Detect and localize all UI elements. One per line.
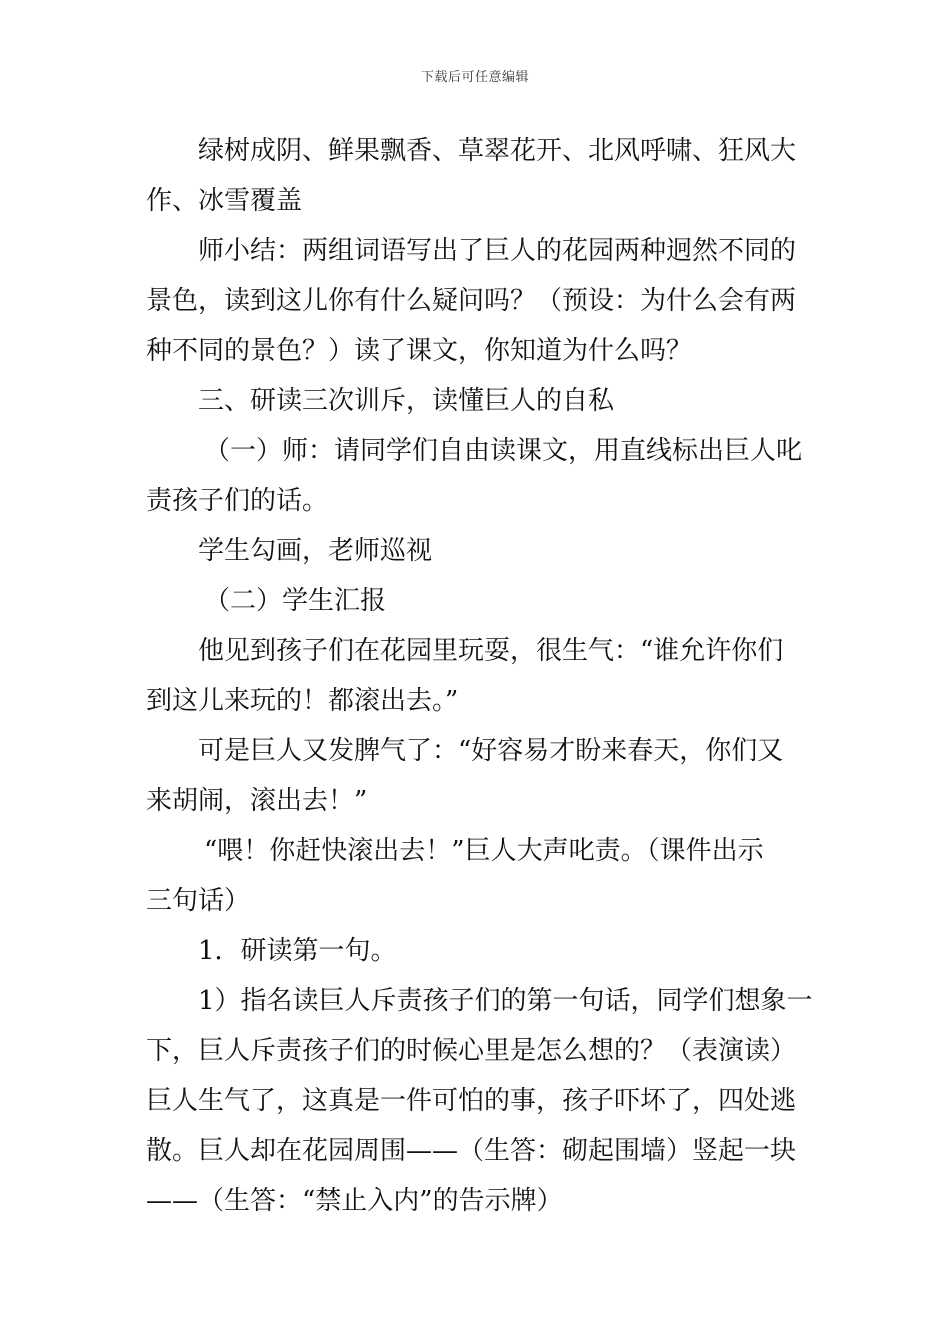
- paragraph-line: 种不同的景色？）读了课文，你知道为什么吗？: [146, 336, 693, 366]
- paragraph-line: （二）学生汇报: [204, 586, 387, 616]
- paragraph-line: 学生勾画，老师巡视: [198, 536, 433, 566]
- paragraph-line: “喂！你赶快滚出去！”巨人大声叱责。（课件出示: [204, 836, 764, 866]
- paragraph-line: 下，巨人斥责孩子们的时候心里是怎么想的？（表演读）: [146, 1036, 797, 1066]
- paragraph-line: 到这儿来玩的！都滚出去。”: [146, 686, 459, 716]
- paragraph-line: 来胡闹，滚出去！”: [146, 786, 368, 816]
- paragraph-line: 三句话）: [146, 886, 251, 916]
- paragraph-line: 作、冰雪覆盖: [146, 186, 303, 216]
- paragraph-line: 师小结：两组词语写出了巨人的花园两种迥然不同的: [198, 236, 797, 266]
- paragraph-line: （一）师：请同学们自由读课文，用直线标出巨人叱: [204, 436, 803, 466]
- paragraph-line: ——（生答：“禁止入内”的告示牌）: [146, 1186, 563, 1216]
- section-heading: 三、研读三次训斥，读懂巨人的自私: [198, 386, 615, 416]
- page-header-watermark: 下载后可任意编辑: [420, 70, 529, 85]
- paragraph-line: 他见到孩子们在花园里玩耍，很生气：“谁允许你们: [198, 636, 784, 666]
- paragraph-line: 景色，读到这儿你有什么疑问吗？（预设：为什么会有两: [146, 286, 797, 316]
- paragraph-line: 1）指名读巨人斥责孩子们的第一句话，同学们想象一: [198, 986, 813, 1016]
- paragraph-line: 散。巨人却在花园周围——（生答：砌起围墙）竖起一块: [146, 1136, 797, 1166]
- document-body: [146, 126, 813, 1226]
- paragraph-line: 1．研读第一句。: [198, 936, 397, 966]
- paragraph-line: 巨人生气了，这真是一件可怕的事，孩子吓坏了，四处逃: [146, 1086, 797, 1116]
- paragraph-line: 可是巨人又发脾气了：“好容易才盼来春天，你们又: [198, 736, 784, 766]
- paragraph-line: 绿树成阴、鲜果飘香、草翠花开、北风呼啸、狂风大: [198, 136, 797, 166]
- paragraph-line: 责孩子们的话。: [146, 486, 329, 516]
